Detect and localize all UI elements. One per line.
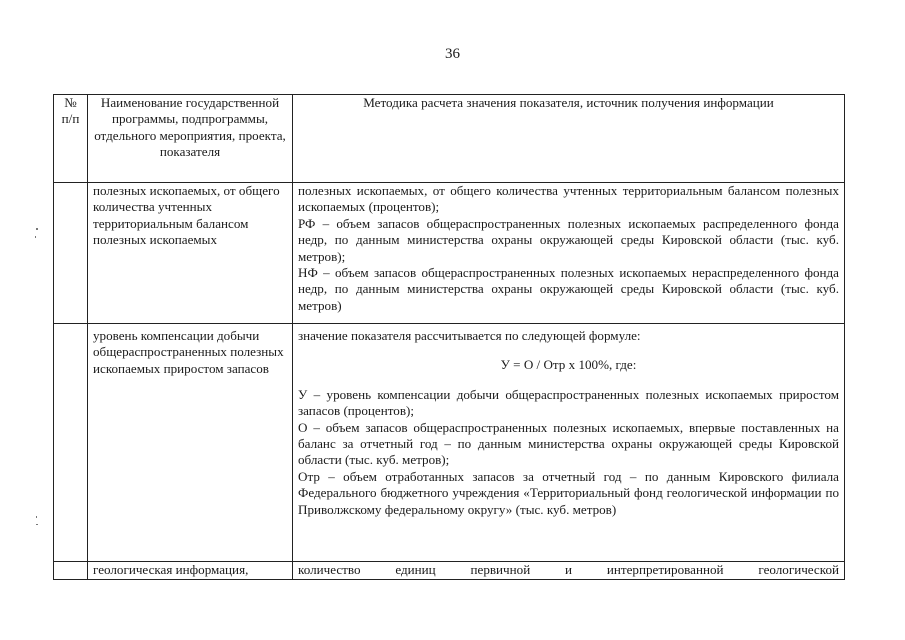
table-row xyxy=(54,562,845,580)
scan-speck xyxy=(35,236,36,238)
methodology-line: Отр – объем отработанных запасов за отчетный год – по данным Кировского филиала Федерального бюджетного учреждения «Территориальный фонд геологической информации по Приволжскому федеральному округу» (тыс. куб. метров) xyxy=(298,468,839,517)
methodology-line: РФ – объем запасов общераспространенных полезных ископаемых распределенного фонда недр, по данным министерства охраны окружающей среды Кировской области (тыс. куб. метров); xyxy=(298,215,839,264)
indicator-methodology-table xyxy=(53,94,845,580)
methodology-line: НФ – объем запасов общераспространенных полезных ископаемых нераспределенного фонда недр, по данным министерства охраны окружающей среды Кировской области (тыс. куб. метров) xyxy=(298,265,839,313)
methodology-line: У – уровень компенсации добычи общераспространенных полезных ископаемых приростом запасов (процентов); xyxy=(298,386,839,419)
indicator-name: уровень компенсации добычи общераспространенных полезных ископаемых приростом запасов xyxy=(88,324,293,562)
methodology-line: О – объем запасов общераспространенных полезных ископаемых, впервые поставленных на баланс за отчетный год – по данным министерства охраны окружающей среды Кировской области (тыс. куб. метров); xyxy=(298,419,839,468)
table-row xyxy=(54,324,845,562)
header-name: Наименование государственной программы, подпрограммы, отдельного мероприятия, проекта, показателя xyxy=(88,95,293,183)
header-number: № п/п xyxy=(54,95,88,183)
row-number xyxy=(54,562,88,580)
methodology-cell xyxy=(293,183,845,324)
row-number xyxy=(54,324,88,562)
indicator-name: полезных ископаемых, от общего количества учтенных территориальным балансом полезных ископаемых xyxy=(88,183,293,324)
scan-speck xyxy=(36,516,37,518)
methodology-cell xyxy=(293,562,845,580)
table-row xyxy=(54,183,845,324)
header-methodology: Методика расчета значения показателя, источник получения информации xyxy=(293,95,845,183)
formula: У = О / Отр х 100%, где: xyxy=(500,357,637,373)
methodology-intro: значение показателя рассчитывается по следующей формуле: xyxy=(298,328,641,343)
page-number: 36 xyxy=(445,46,460,62)
table-header-row xyxy=(54,95,845,183)
indicator-name: геологическая информация, xyxy=(88,562,293,580)
methodology-cell xyxy=(293,324,845,562)
scan-speck xyxy=(36,228,38,230)
scan-speck xyxy=(36,524,38,525)
row-number xyxy=(54,183,88,324)
methodology-line: полезных ископаемых, от общего количества учтенных территориальным балансом полезных ископаемых (процентов); xyxy=(298,183,839,215)
methodology-line: количество единиц первичной и интерпретированной геологической xyxy=(298,562,839,577)
